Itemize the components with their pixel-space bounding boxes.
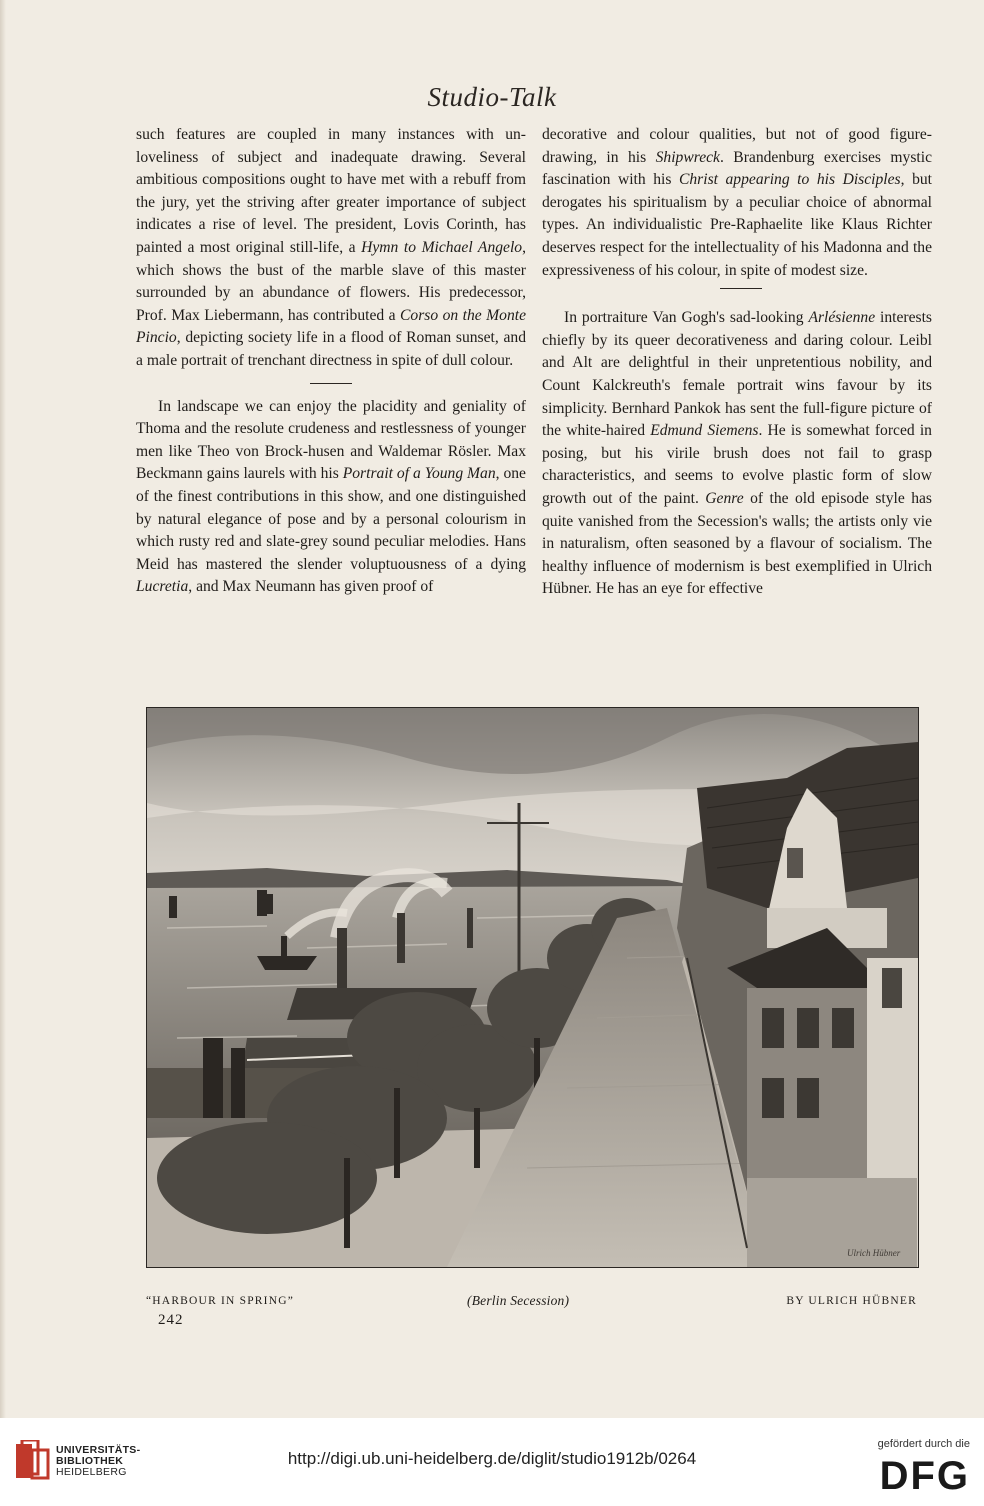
permalink-url[interactable]: http://digi.ub.uni-heidelberg.de/diglit/studio1912b/0264: [287, 1449, 697, 1468]
library-line-3: HEIDELBERG: [56, 1466, 127, 1478]
italic-title: Edmund Siemens: [650, 422, 759, 440]
italic-title: Genre: [705, 489, 744, 507]
painting-reproduction: [146, 707, 919, 1268]
italic-title: Shipwreck: [655, 148, 720, 166]
paragraph: [542, 124, 932, 282]
right-text-column: [542, 124, 932, 601]
funding-label: gefördert durch die: [877, 1438, 970, 1450]
section-divider: [310, 383, 352, 384]
text-run: interests chiefly by its queer decorativeness and daring colour. Leibl and Alt are delightful in their unpretentious nobility, and Count Kalckreuth's female portrait wins favour by its simplicity. Bernhard Pankok has sent the full-figure picture of the white-haired: [542, 309, 932, 440]
caption-title: “HARBOUR IN SPRING”: [146, 1295, 295, 1307]
page-number: 242: [158, 1312, 184, 1328]
italic-title: Corso on the Monte Pincio: [136, 306, 527, 347]
digitization-footer: [0, 1418, 984, 1506]
text-run: In portraiture Van Gogh's sad-looking: [564, 309, 809, 327]
text-run: such features are coupled in many instances with un-loveliness of subject and inadequate drawing. Several ambitious compositions ought to have met with a rebuff from the jury, yet the striving after greater importance of subject indicates a rise of level. The president, Lovis Corinth, has painted a most original still-life, a: [136, 126, 526, 256]
plate-caption: [146, 1295, 917, 1313]
caption-exhibition: (Berlin Secession): [467, 1293, 570, 1308]
harbour-painting-image: [147, 708, 918, 1267]
left-text-column: [136, 124, 526, 599]
paragraph: [542, 307, 932, 601]
italic-title: Lucretia: [136, 578, 189, 596]
library-line-2: BIBLIOTHEK: [56, 1455, 124, 1467]
text-run: , which shows the bust of the marble slave of this master surrounded by an abundance of flowers. His predecessor, Prof. Max Liebermann, has contributed a: [136, 238, 526, 324]
italic-title: Portrait of a Young Man: [342, 465, 496, 483]
text-run: . He is somewhat forced in posing, but his virile brush does not fail to grasp characteristics, and seems to evolve plastic form of slow growth out of the paint.: [542, 422, 932, 507]
caption-artist: BY ULRICH HÜBNER: [786, 1295, 917, 1307]
scan-edge-shadow: [0, 0, 6, 1418]
svg-text:Ulrich Hübner: Ulrich Hübner: [847, 1248, 901, 1258]
text-run: , but derogates his spiritualism by a peculiar choice of abnormal types. An individualistic Pre-Raphaelite like Klaus Richter deserves respect for the intellectuality of his Madonna and the expressiveness of his colour, in spite of modest size.: [542, 171, 932, 279]
text-run: , and Max Neumann has given proof of: [188, 578, 434, 596]
text-run: . Brandenburg exercises mystic fascination with his: [542, 148, 932, 189]
library-line-1: UNIVERSITÄTS-: [56, 1444, 141, 1456]
text-run: , depicting society life in a flood of Roman sunset, and a male portrait of trenchant directness in spite of dull colour.: [136, 329, 526, 369]
italic-title: Hymn to Michael Angelo: [361, 238, 523, 256]
dfg-logo: DFG: [879, 1454, 970, 1498]
italic-title: Arlésienne: [808, 309, 876, 327]
text-run: , one of the finest contributions in this show, and one distinguished by natural elegance of pose and by a personal colourism in which rusty red and slate-grey sound peculiar melodies. Hans Meid has mastered the slender voluptuousness of a dying: [136, 465, 526, 573]
section-divider: [720, 288, 762, 289]
running-head: Studio-Talk: [427, 82, 557, 112]
text-run: of the old episode style has quite vanished from the Secession's walls; the artists only vie in naturalism, often seasoned by a flavour of socialism. The healthy influence of modernism is best exemplified in Ulrich Hübner. He has an eye for effective: [542, 489, 933, 598]
text-run: In landscape we can enjoy the placidity and geniality of Thoma and the resolute crudeness and restlessness of younger men like Theo von Brock-husen and Waldemar Rösler. Max Beckmann gains laurels with his: [136, 397, 526, 483]
paragraph: [136, 124, 526, 373]
paragraph: [136, 396, 526, 599]
text-run: decorative and colour qualities, but not of good figure-drawing, in his: [542, 126, 932, 166]
italic-title: Christ appearing to his Disciples: [678, 171, 901, 189]
